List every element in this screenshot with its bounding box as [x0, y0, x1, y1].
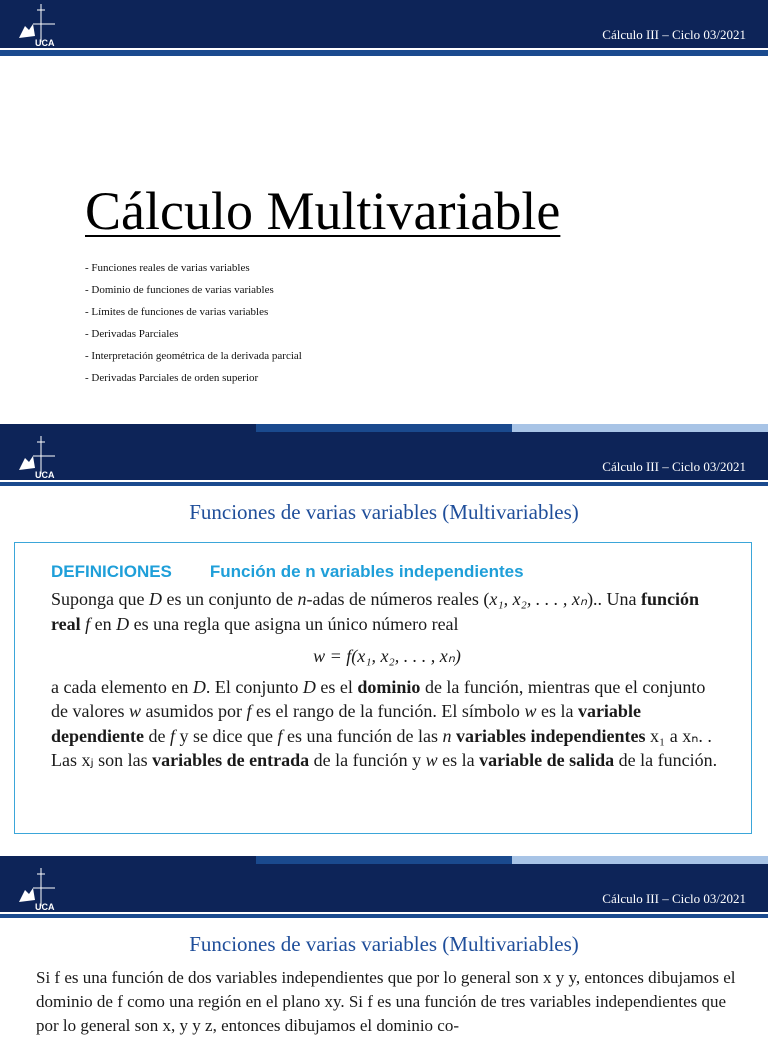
course-label: Cálculo III – Ciclo 03/2021	[602, 27, 746, 42]
slide-3	[0, 856, 768, 1035]
definition-paragraph: Suponga que D es un conjunto de n-adas de números reales (x₁, x₂, . . . , xₙ).. Una función real f en D es una regla que asigna un único número real	[51, 589, 700, 634]
slide-top-bar	[0, 424, 768, 432]
definition-title: Función de n variables independientes	[209, 562, 524, 581]
header-stripe	[0, 50, 768, 56]
slide-top-bar	[0, 856, 768, 864]
uca-logo-icon	[15, 2, 57, 48]
slide-2	[0, 424, 768, 834]
definition-box	[14, 542, 752, 834]
slide-1	[0, 0, 768, 418]
slide-title: Funciones de varias variables (Multivariables)	[189, 932, 579, 956]
slide-header	[0, 0, 768, 48]
definition-label: DEFINICIONES	[51, 562, 172, 581]
definition-paragraph: a cada elemento en D. El conjunto D es el dominio de la función, mientras que el conjunto de valores w asumidos por f es el rango de la función. El símbolo w es la variable dependiente de f y se dice que f es una función de las n variables independientes x₁ a xₙ. . Las xⱼ son las variables de entrada de la función y w es la variable de salida de la función.	[51, 676, 718, 770]
svg-text:UCA: UCA	[35, 470, 55, 480]
uca-logo-icon	[15, 434, 57, 480]
list-item: - Dominio de funciones de varias variables	[85, 284, 274, 296]
slide-title: Funciones de varias variables (Multivariables)	[189, 500, 579, 524]
list-item: - Derivadas Parciales	[85, 328, 179, 340]
course-label: Cálculo III – Ciclo 03/2021	[602, 891, 746, 906]
body-text: Si f es una función de dos variables independientes que por lo general son x y y, entonces dibujamos el dominio de f como una región en el plano xy. Si f es una función de tres variables independientes que por lo general son x, y y z, entonces dibujamos el dominio co-	[36, 968, 736, 1035]
page-title: Cálculo Multivariable	[85, 181, 561, 241]
list-item: - Límites de funciones de varias variables	[85, 306, 269, 318]
svg-text:UCA: UCA	[35, 902, 55, 912]
uca-logo-icon	[15, 866, 57, 912]
course-label: Cálculo III – Ciclo 03/2021	[602, 459, 746, 474]
list-item: - Interpretación geométrica de la derivada parcial	[85, 350, 302, 362]
list-item: - Derivadas Parciales de orden superior	[85, 372, 259, 384]
header-stripe	[0, 482, 768, 486]
slide-header	[0, 432, 768, 480]
topic-list	[85, 258, 302, 390]
slide-header	[0, 864, 768, 912]
header-stripe	[0, 914, 768, 918]
definition-heading	[51, 562, 524, 582]
definition-text	[51, 587, 723, 773]
svg-text:UCA: UCA	[35, 38, 55, 48]
equation: w = f(x₁, x₂, . . . , xₙ)	[313, 646, 461, 666]
list-item: - Funciones reales de varias variables	[85, 262, 250, 274]
